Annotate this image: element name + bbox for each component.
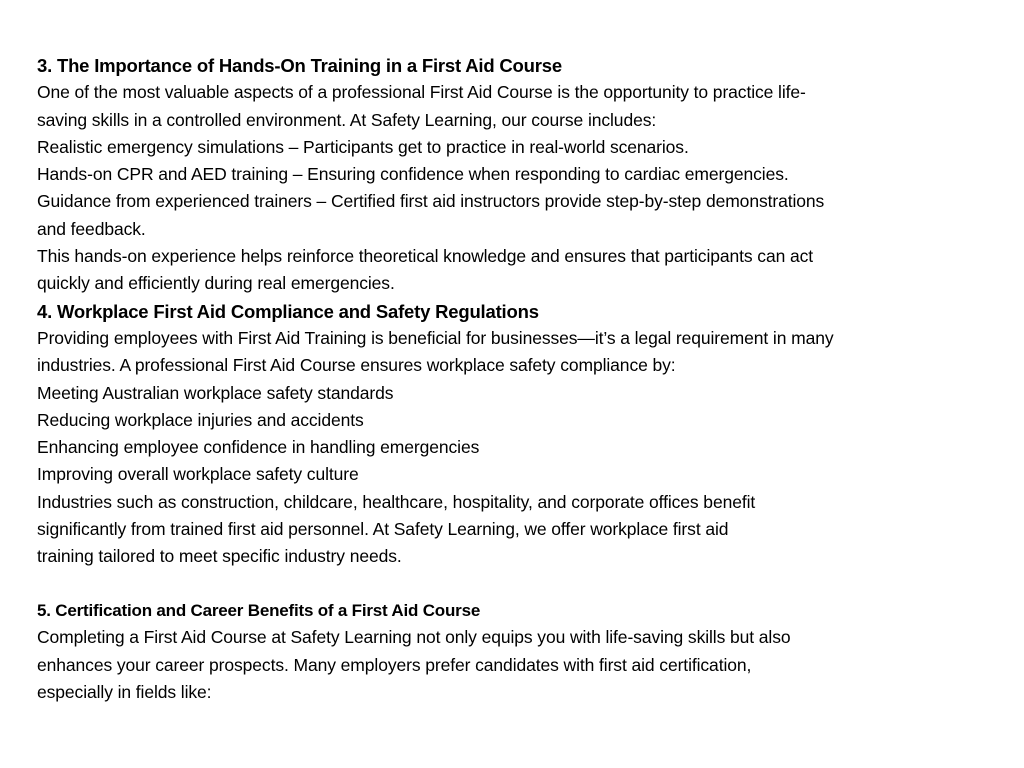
section-3-heading: 3. The Importance of Hands-On Training in a First Aid Course [37, 55, 562, 76]
section-3-line: and feedback. [37, 218, 146, 239]
section-3-line: quickly and efficiently during real emergencies. [37, 273, 395, 294]
section-5-line: Completing a First Aid Course at Safety Learning not only equips you with life-saving skills but also [37, 627, 791, 648]
section-4-line: training tailored to meet specific industry needs. [37, 546, 402, 567]
section-3-line: saving skills in a controlled environment. At Safety Learning, our course includes: [37, 109, 657, 130]
section-3-line: One of the most valuable aspects of a professional First Aid Course is the opportunity to practice life- [37, 82, 806, 103]
document-page [37, 52, 1007, 706]
section-5-line: enhances your career prospects. Many employers prefer candidates with first aid certification, [37, 654, 752, 675]
section-4-line: Meeting Australian workplace safety standards [37, 382, 394, 403]
section-4-line: Reducing workplace injuries and accidents [37, 409, 364, 430]
section-4-line: Industries such as construction, childcare, healthcare, hospitality, and corporate offices benefit [37, 491, 756, 512]
section-4-line: industries. A professional First Aid Course ensures workplace safety compliance by: [37, 355, 676, 376]
section-3-line: Guidance from experienced trainers – Certified first aid instructors provide step-by-step demonstrations [37, 191, 825, 212]
section-3-line: Realistic emergency simulations – Participants get to practice in real-world scenarios. [37, 136, 689, 157]
section-4-line: Improving overall workplace safety culture [37, 464, 359, 485]
section-4-heading: 4. Workplace First Aid Compliance and Safety Regulations [37, 300, 539, 322]
section-4-line: Providing employees with First Aid Training is beneficial for businesses—it’s a legal requirement in many [37, 327, 834, 348]
section-5-line: especially in fields like: [37, 682, 212, 703]
section-4-line: Enhancing employee confidence in handling emergencies [37, 437, 480, 458]
section-5-heading: 5. Certification and Career Benefits of a First Aid Course [37, 601, 481, 621]
section-4-line: significantly from trained first aid personnel. At Safety Learning, we offer workplace first aid [37, 519, 729, 540]
section-3-line: Hands-on CPR and AED training – Ensuring confidence when responding to cardiac emergencies. [37, 164, 789, 185]
section-3-line: This hands-on experience helps reinforce theoretical knowledge and ensures that participants can act [37, 246, 814, 267]
section-spacer [37, 571, 1007, 598]
